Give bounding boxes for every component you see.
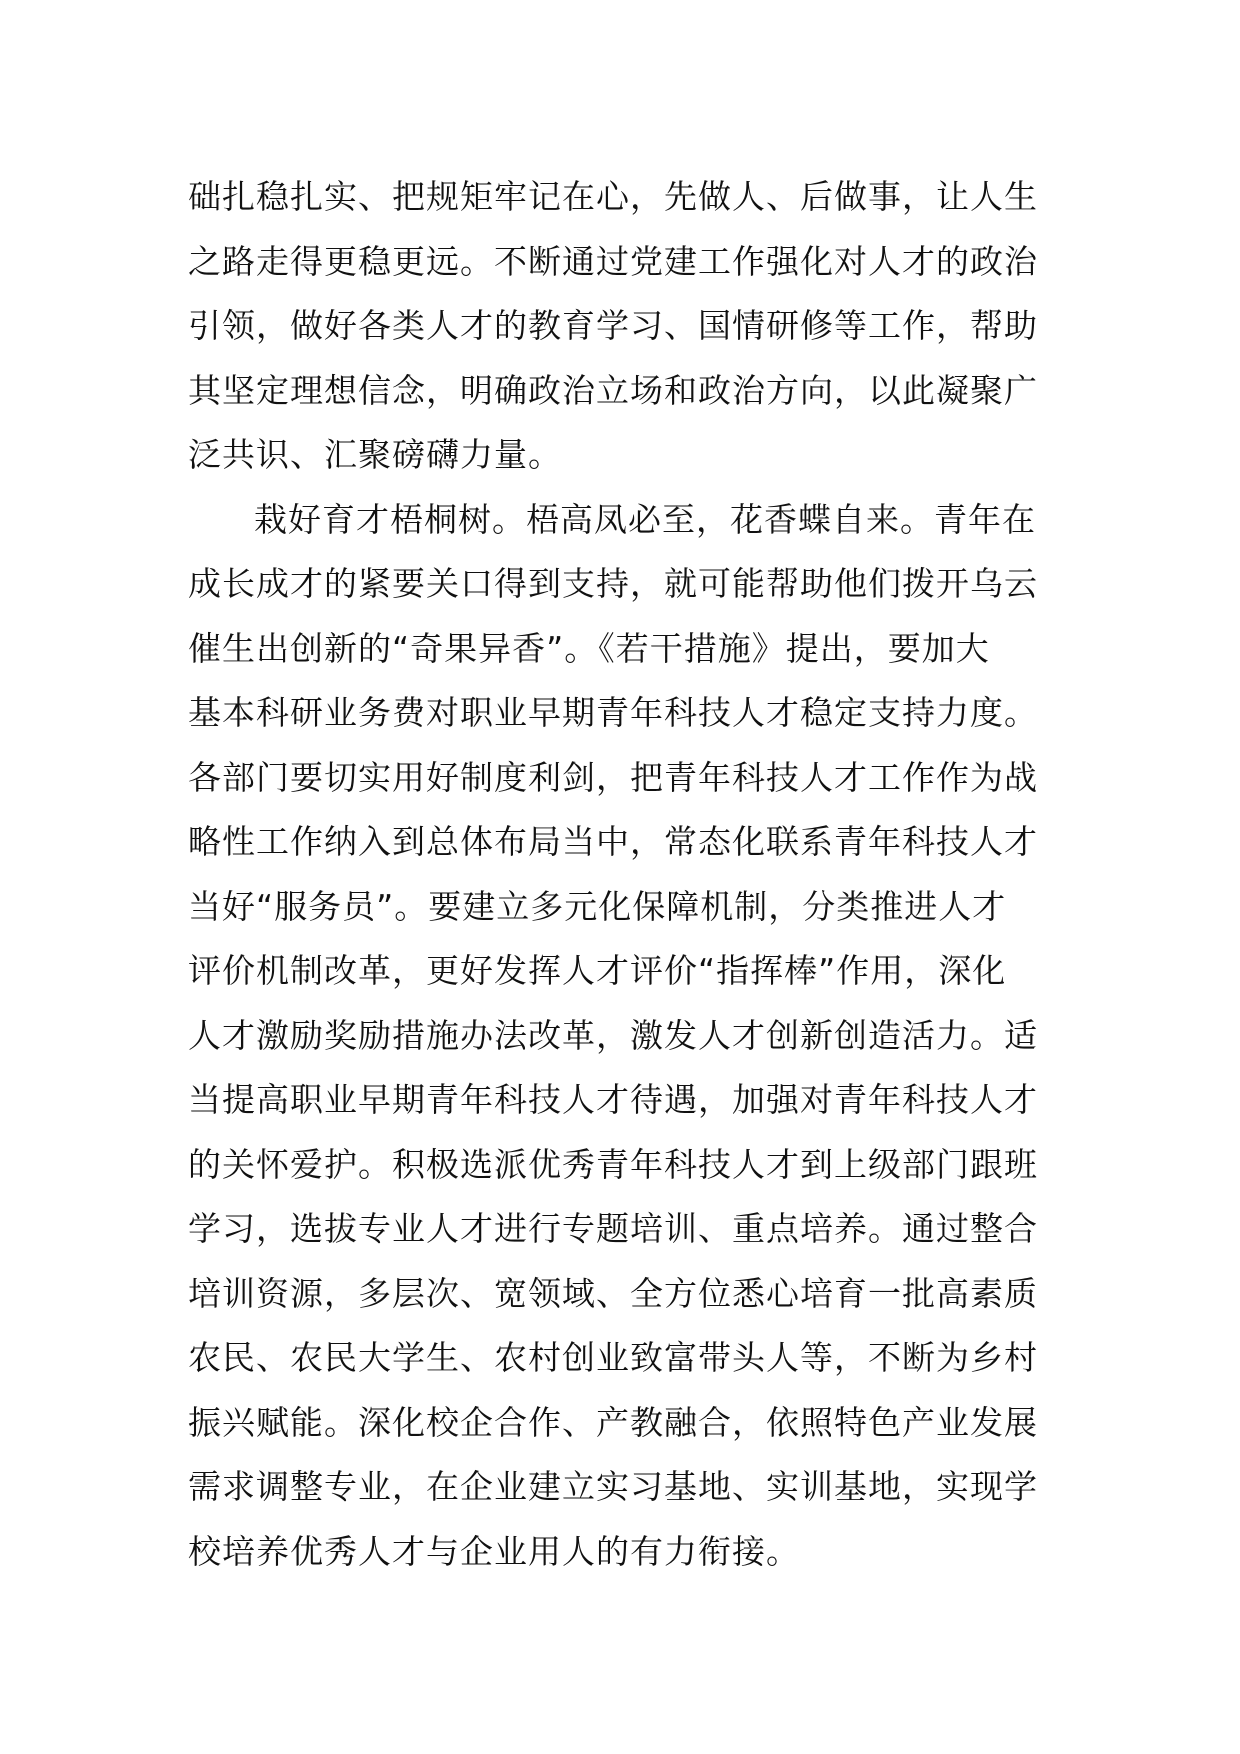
text-line: 引领，做好各类人才的教育学习、国情研修等工作，帮助 [188,306,1038,345]
text-line: 学习，选拔专业人才进行专题培训、重点培养。通过整合 [188,1209,1038,1248]
text-line [188,1584,1062,1649]
text-line: 各部门要切实用好制度利剑，把青年科技人才工作作为战 [188,757,1038,797]
text-line: 人才激励奖励措施办法改革，激发人才创新创造活力。适 [188,1015,1038,1055]
text-line: 振兴赋能。深化校企合作、产教融合，依照特色产业发展 [188,1402,1038,1442]
text-line: 的关怀爱护。积极选派优秀青年科技人才到上级部门跟班 [188,1144,1038,1184]
text-line: 础扎稳扎实、把规矩牢记在心，先做人、后做事，让人生 [188,177,1038,216]
text-line: 催生出创新的“奇果异香”。《若干措施》提出，要加大 [188,628,990,668]
text-line: 需求调整专业，在企业建立实习基地、实训基地，实现学 [188,1467,1038,1506]
text-line: 成长成才的紧要关口得到支持，就可能帮助他们拨开乌云 [188,564,1038,603]
text-line: 校培养优秀人才与企业用人的有力衔接。 [188,1531,800,1571]
text-line-indented: 栽好育才梧桐树。梧高凤必至，花香蝶自来。青年在 [254,499,1036,539]
text-line: 评价机制改革，更好发挥人才评价“指挥棒”作用，深化 [188,951,1007,990]
text-line: 当好“服务员”。要建立多元化保障机制，分类推进人才 [188,886,1007,926]
text-line: 农民、农民大学生、农村创业致富带头人等，不断为乡村 [188,1338,1038,1377]
text-line: 泛共识、汇聚磅礴力量。 [188,435,562,474]
paragraph-2 [188,488,1062,1649]
paragraph-1 [188,165,1062,488]
text-line: 之路走得更稳更远。不断通过党建工作强化对人才的政治 [188,241,1038,281]
text-line: 培训资源，多层次、宽领域、全方位悉心培育一批高素质 [188,1273,1038,1313]
text-line: 当提高职业早期青年科技人才待遇，加强对青年科技人才 [188,1080,1038,1119]
body-text [188,165,1062,1649]
text-line: 基本科研业务费对职业早期青年科技人才稳定支持力度。 [188,693,1038,732]
text-line: 略性工作纳入到总体布局当中，常态化联系青年科技人才 [188,822,1038,861]
text-line: 其坚定理想信念，明确政治立场和政治方向，以此凝聚广 [188,370,1038,410]
